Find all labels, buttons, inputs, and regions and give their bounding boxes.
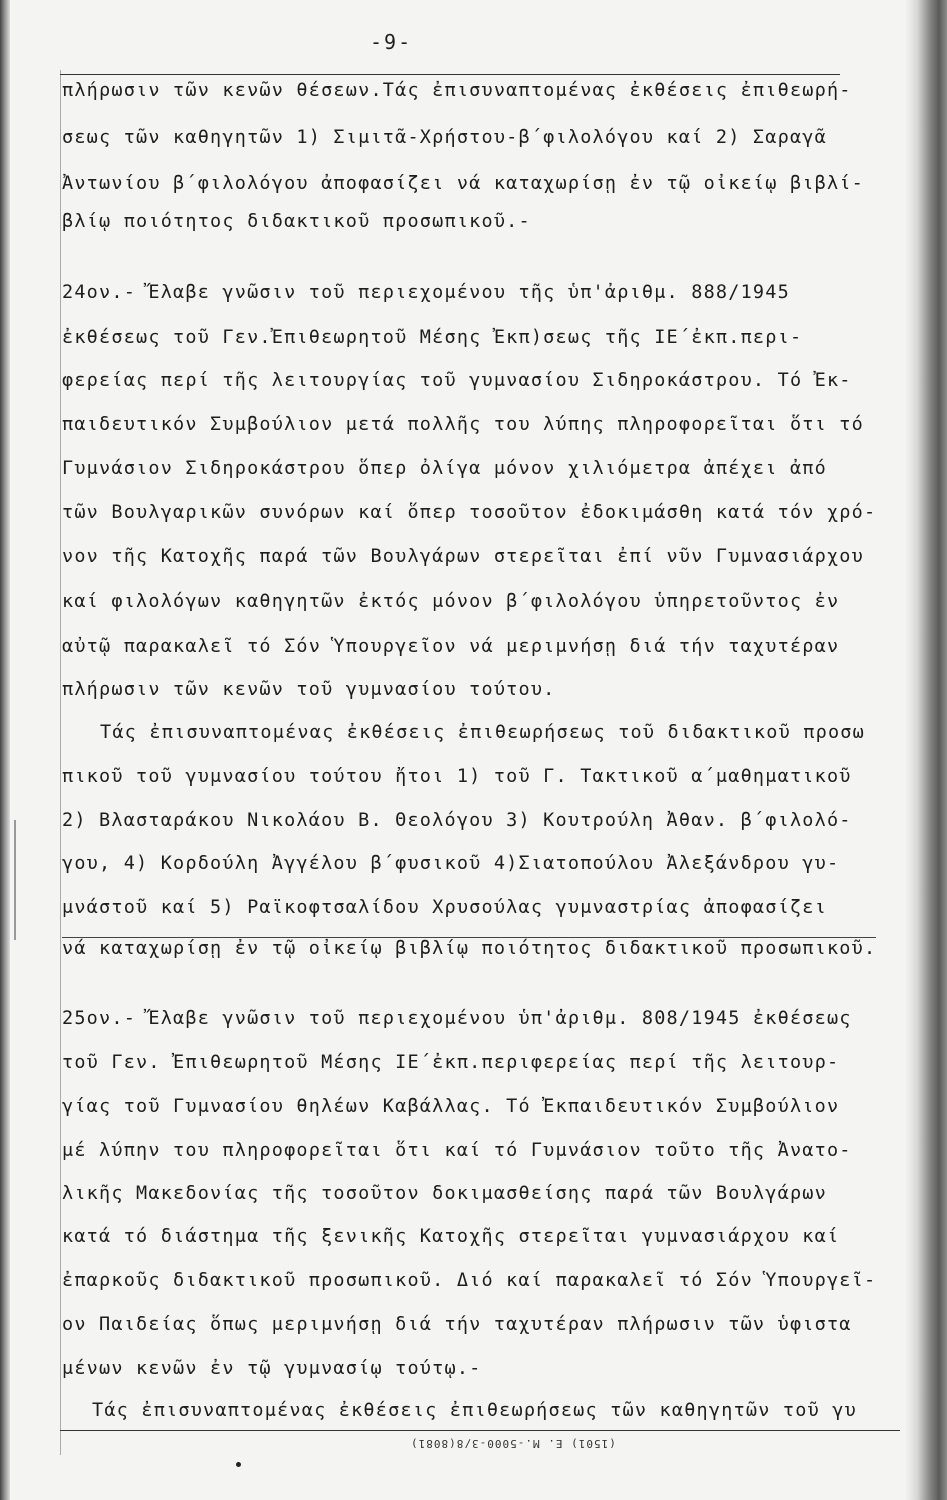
- section-24-heading-line: 24ον.- Ἔλαβε γνῶσιν τοῦ περιεχομένου τῆς ὑπ'ἀριθμ. 888/1945: [62, 282, 790, 303]
- text-line: λικῆς Μακεδονίας τῆς τοσοῦτον δοκιμασθείσης παρά τῶν Βουλγάρων: [62, 1183, 827, 1204]
- text-line: νον τῆς Κατοχῆς παρά τῶν Βουλγάρων στερεῖται ἐπί νῦν Γυμνασιάρχου: [62, 546, 864, 567]
- text-line: γίας τοῦ Γυμνασίου θηλέων Καβάλλας. Τό Ἐκπαιδευτικόν Συμβούλιον: [62, 1096, 840, 1117]
- ink-dot: [236, 1462, 241, 1467]
- text-line: πλήρωσιν τῶν κενῶν τοῦ γυμνασίου τούτου.: [62, 679, 556, 700]
- page-binding-edge: [0, 0, 10, 1500]
- section-25-heading-line: 25ον.- Ἔλαβε γνῶσιν τοῦ περιεχομένου ὑπ'ἀριθμ. 808/1945 ἐκθέσεως: [62, 1008, 852, 1029]
- text-line: φερείας περί τῆς λειτουργίας τοῦ γυμνασίου Σιδηροκάστρου. Τό Ἐκ-: [62, 370, 852, 391]
- text-line: μέ λύπην του πληροφορεῖται ὅτι καί τό Γυμνάσιον τοῦτο τῆς Ἀνατο-: [62, 1140, 852, 1161]
- text-line: ἐκθέσεως τοῦ Γεν.Ἐπιθεωρητοῦ Μέσης Ἐκπ)σεως τῆς ΙΕ΄ἐκπ.περι-: [62, 327, 803, 348]
- text-line: βλίῳ ποιότητος διδακτικοῦ προσωπικοῦ.-: [62, 211, 531, 232]
- text-line: Γυμνάσιον Σιδηροκάστρου ὅπερ ὀλίγα μόνον χιλιόμετρα ἀπέχει ἀπό: [62, 458, 827, 479]
- header-rule: [60, 74, 840, 75]
- text-line: παιδευτικόν Συμβούλιον μετά πολλῆς του λύπης πληροφορεῖται ὅτι τό: [62, 414, 864, 435]
- page-number: -9-: [370, 30, 413, 54]
- text-line: μένων κενῶν ἐν τῷ γυμνασίῳ τούτῳ.-: [62, 1358, 482, 1379]
- text-line: κατά τό διάστημα τῆς ξενικῆς Κατοχῆς στερεῖται γυμνασιάρχου καί: [62, 1226, 840, 1247]
- text-line: 2) Βλασταράκου Νικολάου Β. Θεολόγου 3) Κουτρούλη Ἀθαν. β΄φιλολό-: [62, 810, 852, 831]
- text-line: Τάς ἐπισυναπτομένας ἐκθέσεις ἐπιθεωρήσεως τοῦ διδακτικοῦ προσω: [100, 722, 865, 743]
- text-line: νά καταχωρίσῃ ἐν τῷ οἰκείῳ βιβλίῳ ποιότητος διδακτικοῦ προσωπικοῦ.: [62, 938, 877, 959]
- text-line: τῶν Βουλγαρικῶν συνόρων καί ὅπερ τοσοῦτον ἐδοκιμάσθη κατά τόν χρό-: [62, 502, 877, 523]
- text-line: σεως τῶν καθηγητῶν 1) Σιμιτᾶ-Χρήστου-β΄φιλολόγου καί 2) Σαραγᾶ: [62, 127, 827, 148]
- printer-footer: (1501) Ε. Μ.-5000-3/8(8081): [410, 1437, 616, 1450]
- text-line: γου, 4) Κορδούλη Ἀγγέλου β΄φυσικοῦ 4)Σιατοπούλου Ἀλεξάνδρου γυ-: [62, 853, 840, 874]
- text-line: τοῦ Γεν. Ἐπιθεωρητοῦ Μέσης ΙΕ΄ἐκπ.περιφερείας περί τῆς λειτουρ-: [62, 1052, 840, 1073]
- footer-rule: [60, 1430, 900, 1431]
- text-line: ον Παιδείας ὅπως μεριμνήσῃ διά τήν ταχυτέραν πλήρωσιν τῶν ὑφιστα: [62, 1314, 852, 1335]
- text-line: πλήρωσιν τῶν κενῶν θέσεων.Τάς ἐπισυναπτομένας ἐκθέσεις ἐπιθεωρή-: [62, 80, 852, 101]
- text-line: Ἀντωνίου β΄φιλολόγου ἀποφασίζει νά καταχωρίσῃ ἐν τῷ οἰκείῳ βιβλί-: [62, 173, 864, 194]
- text-line: μνάστοῦ καί 5) Ραϊκοφτσαλίδου Χρυσούλας γυμναστρίας ἀποφασίζει: [62, 897, 827, 918]
- left-margin-rule: [60, 70, 61, 1455]
- text-line: ἐπαρκοῦς διδακτικοῦ προσωπικοῦ. Διό καί παρακαλεῖ τό Σόν Ὑπουργεῖ-: [62, 1270, 877, 1291]
- text-line: καί φιλολόγων καθηγητῶν ἐκτός μόνον β΄φιλολόγου ὑπηρετοῦντος ἐν: [62, 591, 840, 612]
- page-scan-edge: [905, 0, 947, 1500]
- binding-mark: [14, 820, 16, 940]
- text-line: πικοῦ τοῦ γυμνασίου τούτου ἤτοι 1) τοῦ Γ. Τακτικοῦ α΄μαθηματικοῦ: [62, 766, 852, 787]
- text-line: Τάς ἐπισυναπτομένας ἐκθέσεις ἐπιθεωρήσεως τῶν καθηγητῶν τοῦ γυ: [92, 1400, 857, 1421]
- text-line: αὐτῷ παρακαλεῖ τό Σόν Ὑπουργεῖον νά μεριμνήσῃ διά τήν ταχυτέραν: [62, 636, 840, 657]
